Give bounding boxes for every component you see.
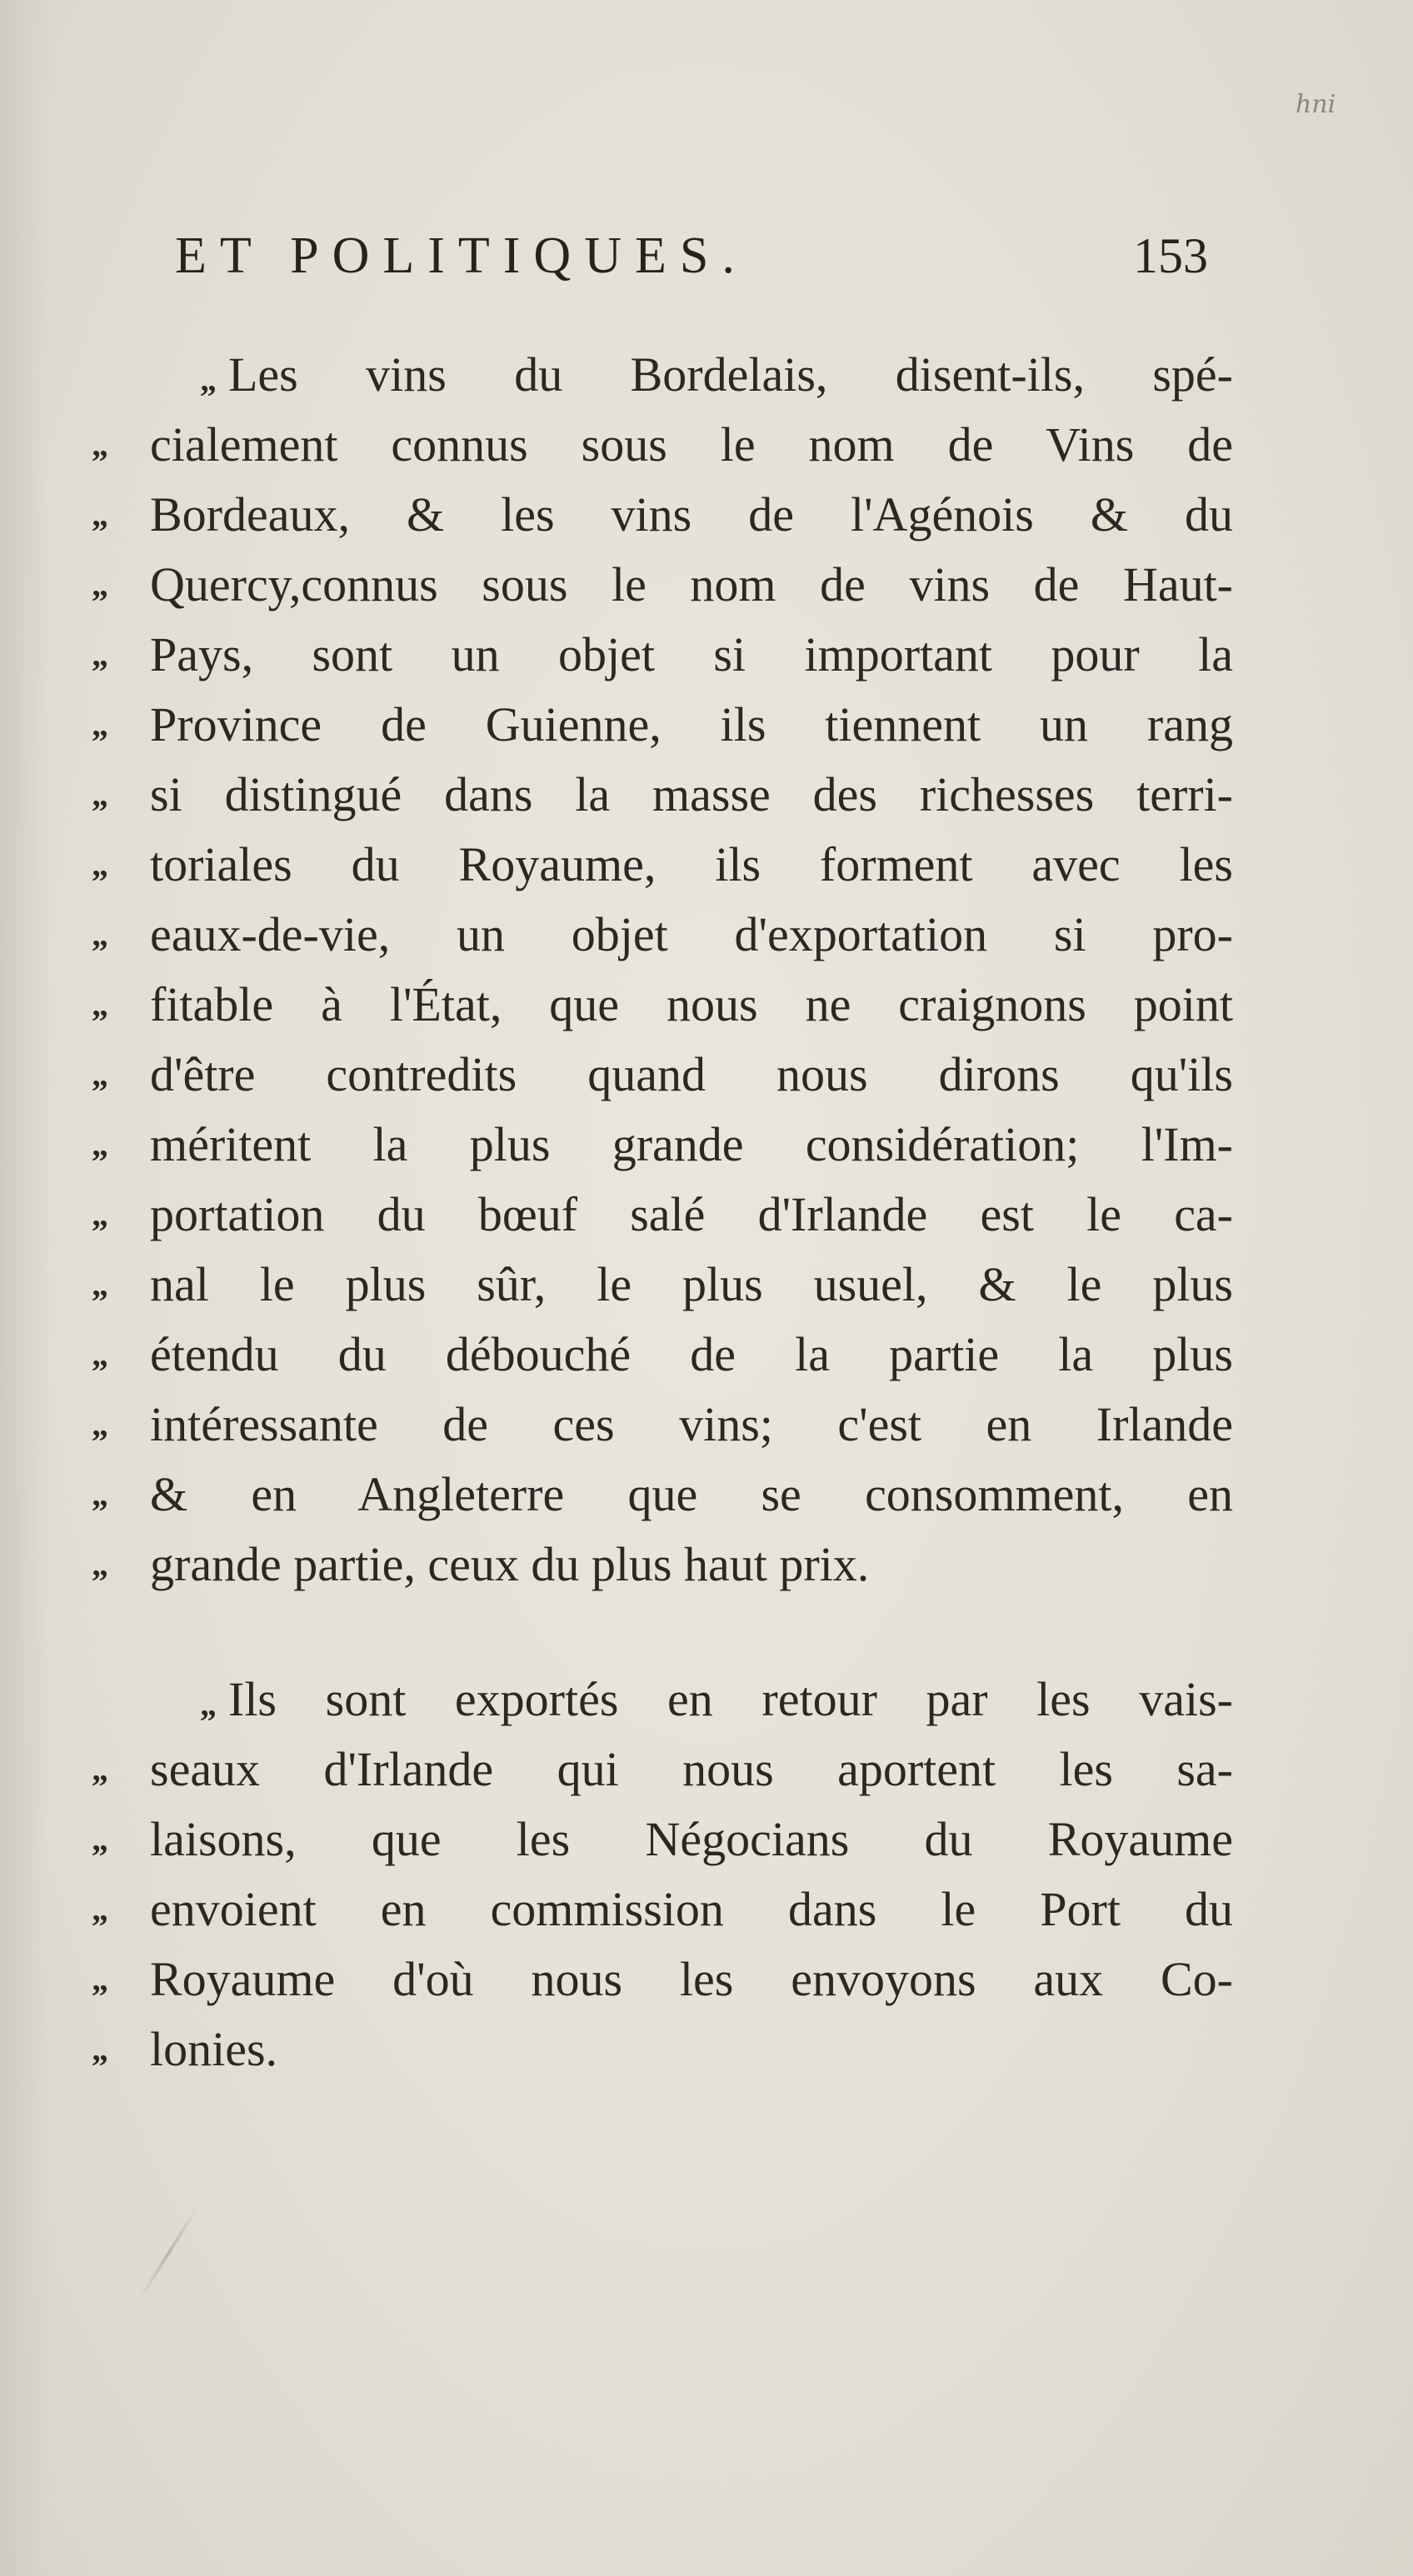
margin-quote-mark: „ bbox=[92, 1126, 108, 1163]
text-line bbox=[50, 1665, 1233, 1735]
text-line bbox=[50, 1390, 1233, 1460]
margin-quote-mark: „ bbox=[92, 426, 108, 463]
line-text: portation du bœuf salé d'Irlande est le ca- bbox=[150, 1187, 1233, 1241]
running-title: ET POLITIQUES. bbox=[175, 227, 748, 284]
line-text: laisons, que les Négocians du Royaume bbox=[150, 1812, 1233, 1866]
text-line bbox=[50, 1250, 1233, 1320]
margin-quote-mark: „ bbox=[92, 1196, 108, 1233]
page-header bbox=[175, 218, 1208, 293]
text-line bbox=[50, 410, 1233, 480]
text-line bbox=[50, 970, 1233, 1040]
margin-quote-mark: „ bbox=[92, 1750, 108, 1788]
line-text: Ils sont exportés en retour par les vais- bbox=[228, 1672, 1233, 1726]
margin-quote-mark: „ bbox=[92, 1335, 108, 1373]
text-line bbox=[50, 830, 1233, 900]
margin-quote-mark: „ bbox=[92, 1890, 108, 1928]
line-text: méritent la plus grande considération; l'Im- bbox=[150, 1117, 1233, 1171]
text-line bbox=[50, 2014, 1191, 2084]
line-text: envoient en commission dans le Port du bbox=[150, 1882, 1233, 1936]
opening-quote-mark: „ bbox=[200, 1685, 217, 1723]
margin-quote-mark: „ bbox=[92, 1266, 108, 1303]
margin-quote-mark: „ bbox=[92, 1545, 108, 1583]
paragraph-gap bbox=[50, 1600, 1191, 1665]
margin-quote-mark: „ bbox=[92, 706, 108, 743]
line-text: Quercy,connus sous le nom de vins de Haut- bbox=[150, 557, 1233, 612]
margin-quote-mark: „ bbox=[92, 1056, 108, 1093]
text-line bbox=[50, 550, 1233, 620]
text-line bbox=[50, 1735, 1233, 1805]
line-text: lonies. bbox=[150, 2022, 278, 2076]
margin-quote-mark: „ bbox=[92, 1820, 108, 1858]
line-text: seaux d'Irlande qui nous aportent les sa- bbox=[150, 1742, 1233, 1796]
line-text: & en Angleterre que se consomment, en bbox=[150, 1467, 1233, 1521]
line-text: Pays, sont un objet si important pour la bbox=[150, 627, 1233, 681]
line-text: Province de Guienne, ils tiennent un rang bbox=[150, 697, 1233, 751]
margin-quote-mark: „ bbox=[92, 1960, 108, 1998]
text-line bbox=[50, 900, 1233, 970]
text-line bbox=[50, 1805, 1233, 1875]
line-text: fitable à l'État, que nous ne craignons point bbox=[150, 977, 1233, 1031]
text-line bbox=[50, 1040, 1233, 1110]
corner-pencil-mark: hni bbox=[1296, 90, 1336, 119]
text-line bbox=[50, 1944, 1233, 2014]
text-line bbox=[50, 1530, 1191, 1600]
margin-quote-mark: „ bbox=[92, 1475, 108, 1513]
opening-quote-mark: „ bbox=[200, 361, 217, 398]
text-line bbox=[50, 1875, 1233, 1944]
line-text: nal le plus sûr, le plus usuel, & le plus bbox=[150, 1257, 1233, 1311]
margin-quote-mark: „ bbox=[92, 566, 108, 603]
line-text: étendu du débouché de la partie la plus bbox=[150, 1327, 1233, 1381]
text-line bbox=[50, 760, 1233, 830]
line-text: si distingué dans la masse des richesses terri- bbox=[150, 767, 1233, 821]
text-line bbox=[50, 1110, 1233, 1180]
margin-quote-mark: „ bbox=[92, 2030, 108, 2068]
margin-quote-mark: „ bbox=[92, 1405, 108, 1443]
text-line bbox=[50, 620, 1233, 690]
text-line bbox=[50, 1320, 1233, 1390]
text-line bbox=[50, 1180, 1233, 1250]
text-line bbox=[50, 1460, 1233, 1530]
margin-quote-mark: „ bbox=[92, 846, 108, 883]
margin-quote-mark: „ bbox=[92, 776, 108, 813]
text-line bbox=[50, 480, 1233, 550]
line-text: Les vins du Bordelais, disent-ils, spé- bbox=[228, 347, 1233, 402]
page-number: 153 bbox=[1133, 228, 1208, 283]
line-text: cialement connus sous le nom de Vins de bbox=[150, 417, 1233, 472]
text-line bbox=[50, 690, 1233, 760]
text-line bbox=[50, 340, 1233, 410]
line-text: grande partie, ceux du plus haut prix. bbox=[150, 1537, 870, 1591]
margin-quote-mark: „ bbox=[92, 636, 108, 673]
line-text: eaux-de-vie, un objet d'exportation si pro- bbox=[150, 907, 1233, 961]
gutter-shadow bbox=[0, 0, 50, 2576]
body-text bbox=[50, 340, 1233, 2084]
margin-quote-mark: „ bbox=[92, 986, 108, 1023]
stray-pencil-mark bbox=[138, 2207, 198, 2300]
line-text: d'être contredits quand nous dirons qu'ils bbox=[150, 1047, 1233, 1101]
margin-quote-mark: „ bbox=[92, 496, 108, 533]
margin-quote-mark: „ bbox=[92, 916, 108, 953]
line-text: Bordeaux, & les vins de l'Agénois & du bbox=[150, 487, 1233, 542]
line-text: Royaume d'où nous les envoyons aux Co- bbox=[150, 1952, 1233, 2006]
line-text: toriales du Royaume, ils forment avec les bbox=[150, 837, 1233, 891]
line-text: intéressante de ces vins; c'est en Irlande bbox=[150, 1397, 1233, 1451]
